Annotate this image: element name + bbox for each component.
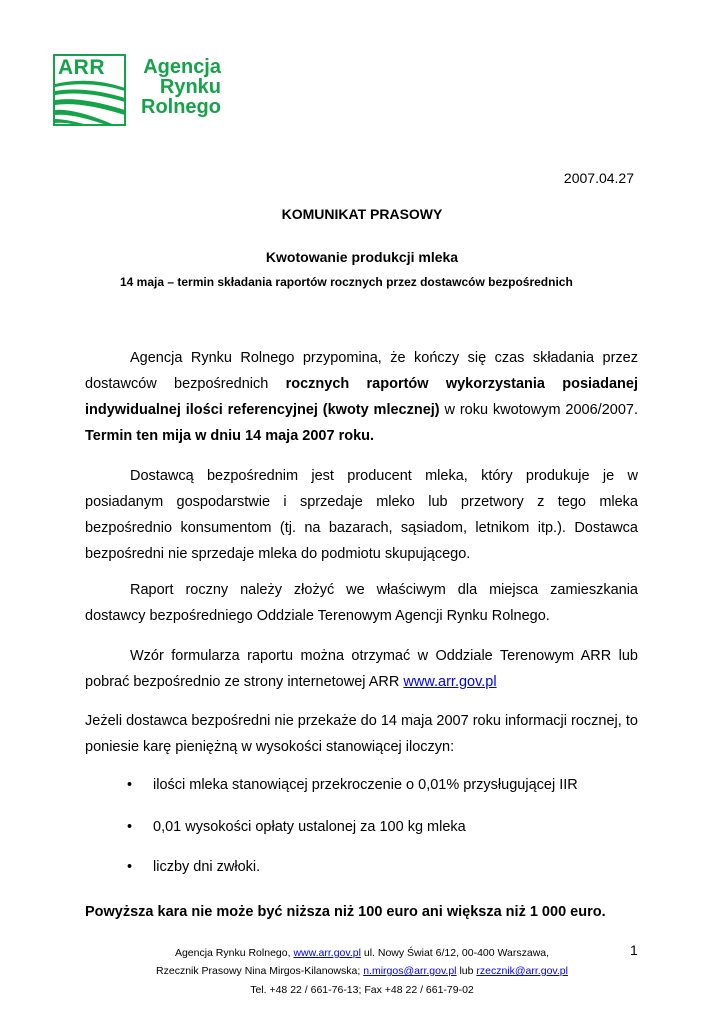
arr-logo-mark [53,54,126,126]
footer-address [0,947,724,959]
list-item-text: ilości mleka stanowiącej przekroczenie o 0,01% przysługującej IIR [153,777,578,793]
p1-bold-1: rocznych raportów wykorzystania posiadanej indywidualnej ilości referencyjnej (kwoty mlecznej) [85,376,638,418]
document-heading: KOMUNIKAT PRASOWY [281,206,443,222]
list-item-text: 0,01 wysokości opłaty ustalonej za 100 kg mleka [153,819,466,835]
footer-phone: Tel. +48 22 / 661-76-13; Fax +48 22 / 661-79-02 [250,984,474,996]
arr-logo [53,54,253,128]
bullet-icon: • [127,859,133,875]
page-number: 1 [630,942,638,958]
footer-or-text: lub [456,965,477,977]
document-subline: 14 maja – termin składania raportów rocznych przez dostawców bezpośrednich [120,275,573,289]
footer-address-text-1: Agencja Rynku Rolnego, [174,947,294,959]
paragraph-definition: Dostawcą bezpośrednim jest producent mleka, który produkuje je w posiadanym gospodarstwie i sprzedaje mleko lub przetwory z tego mleka bezpośrednio konsumentom (tj. na bazarach, sąsiadom, letnikom itp.). Dostawca bezpośredni nie sprzedaje mleka do podmiotu skupującego. [85,468,638,562]
document-subheading: Kwotowanie produkcji mleka [265,249,459,265]
paragraph-form [85,643,638,695]
p1-bold-2: Termin ten mija w dniu 14 maja 2007 roku. [85,428,375,444]
p1-text-2: w roku kwotowym 2006/2007. [439,402,638,418]
list-item-text: liczby dni zwłoki. [153,859,261,875]
footer-spokesperson-text: Rzecznik Prasowy Nina Mirgos-Kilanowska; [156,965,364,977]
bullet-icon: • [127,777,133,793]
arr-website-link[interactable]: www.arr.gov.pl [403,674,497,690]
logo-word-2: Rynku [159,76,221,98]
footer-website-link[interactable]: www.arr.gov.pl [293,947,361,959]
logo-word-3: Rolnego [141,96,221,118]
footer-address-text-2: ul. Nowy Świat 6/12, 00-400 Warszawa, [360,947,550,959]
p1-text-1: Agencja Rynku Rolnego przypomina, że kończy się czas składania przez dostawców bezpośrednich [85,350,638,392]
footer-email-link-2[interactable]: rzecznik@arr.gov.pl [476,965,568,977]
footer-email-link-1[interactable]: n.mirgos@arr.gov.pl [363,965,457,977]
paragraph-conclusion: Powyższa kara nie może być niższa niż 100 euro ani większa niż 1 000 euro. [85,904,606,920]
paragraph-penalty: Jeżeli dostawca bezpośredni nie przekaże do 14 maja 2007 roku informacji rocznej, to poniesie karę pieniężną w wysokości stanowiącej iloczyn: [85,713,638,755]
paragraph-reminder [85,345,638,449]
paragraph-report: Raport roczny należy złożyć we właściwym dla miejsca zamieszkania dostawcy bezpośredniego Oddziale Terenowym Agencji Rynku Rolnego. [85,582,638,624]
logo-wordmark [141,57,221,117]
footer-spokesperson [0,965,724,977]
logo-word-1: Agencja [143,56,221,78]
bullet-icon: • [127,819,133,835]
p4-text: Wzór formularza raportu można otrzymać w Oddziale Terenowym ARR lub pobrać bezpośrednio ze strony internetowej ARR [85,648,638,690]
field-stripes-icon [55,78,125,126]
logo-mark-text: ARR [58,56,105,79]
document-date: 2007.04.27 [563,170,634,186]
